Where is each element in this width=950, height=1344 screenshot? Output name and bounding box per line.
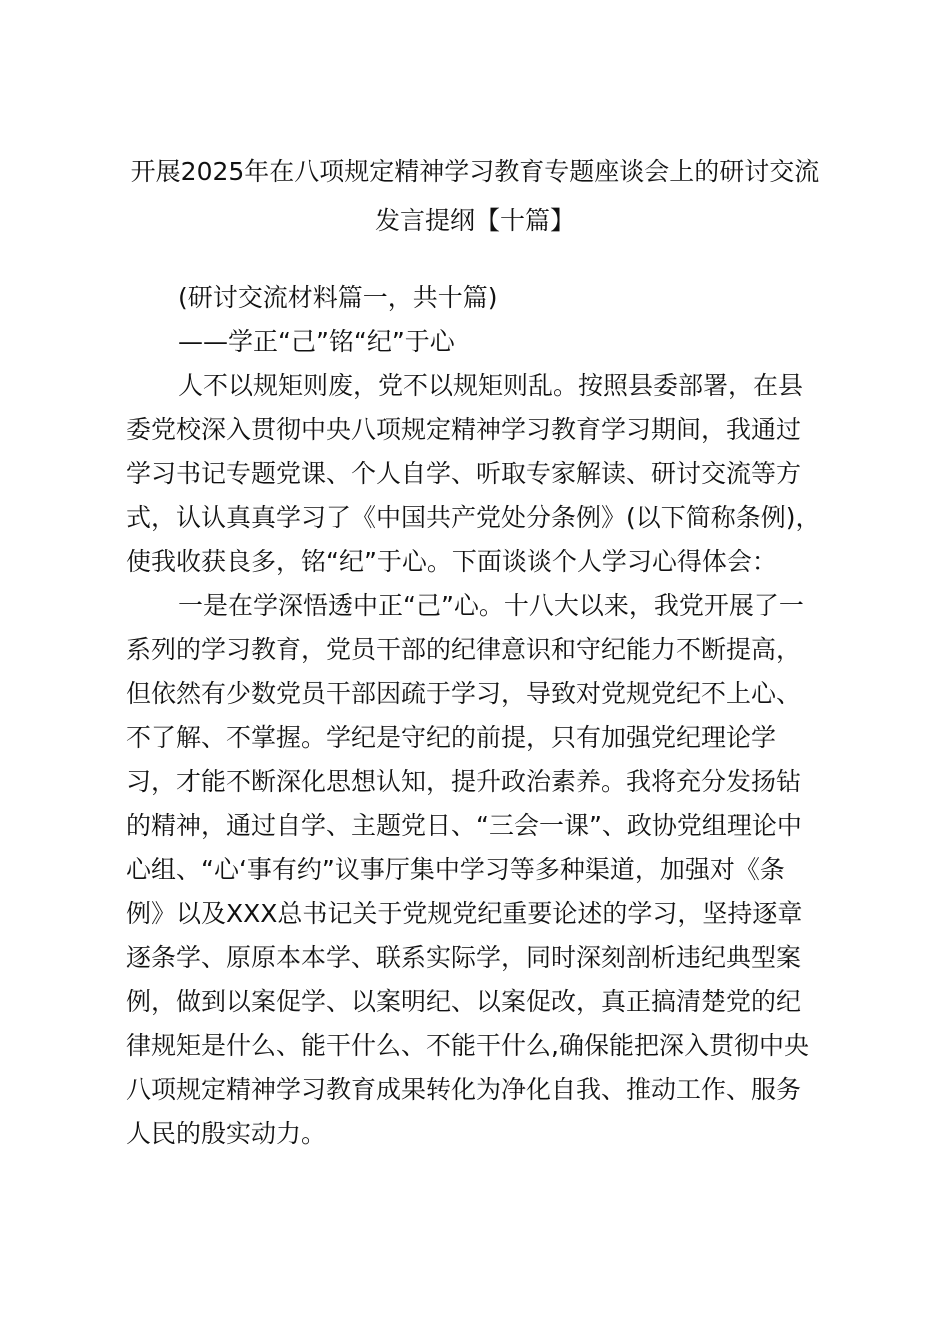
section-heading: ——学正“己”铭“纪”于心 xyxy=(178,327,455,356)
paragraph-line: 的精神，通过自学、主题党日、“三会一课”、政协党组理论中 xyxy=(126,811,802,840)
paragraph-line: 人不以规矩则废，党不以规矩则乱。按照县委部署，在县 xyxy=(178,371,804,400)
paragraph-line: 律规矩是什么、能干什么、不能干什么,确保能把深入贯彻中央 xyxy=(126,1031,809,1060)
paragraph-line: 但依然有少数党员干部因疏于学习，导致对党规党纪不上心、 xyxy=(126,679,802,708)
paragraph-line: 式，认认真真学习了《中国共产党处分条例》(以下简称条例)， xyxy=(126,503,821,532)
paragraph-line: 系列的学习教育，党员干部的纪律意识和守纪能力不断提高， xyxy=(126,635,802,664)
paragraph-line: 例，做到以案促学、以案明纪、以案促改，真正搞清楚党的纪 xyxy=(126,987,802,1016)
paragraph-line: 人民的殷实动力。 xyxy=(126,1119,327,1148)
paragraph-line: 例》以及XXX总书记关于党规党纪重要论述的学习，坚持逐章 xyxy=(126,899,803,928)
document-subtitle: (研讨交流材料篇一，共十篇) xyxy=(178,283,498,312)
paragraph-line: 委党校深入贯彻中央八项规定精神学习教育学习期间，我通过 xyxy=(126,415,802,444)
paragraph-line: 心组、“心‘事有约”议事厅集中学习等多种渠道，加强对《条 xyxy=(126,855,785,884)
paragraph-line: 逐条学、原原本本学、联系实际学，同时深刻剖析违纪典型案 xyxy=(126,943,802,972)
paragraph-line: 不了解、不掌握。学纪是守纪的前提，只有加强党纪理论学 xyxy=(126,723,777,752)
paragraph-line: 八项规定精神学习教育成果转化为净化自我、推动工作、服务 xyxy=(126,1075,802,1104)
paragraph-line: 学习书记专题党课、个人自学、听取专家解读、研讨交流等方 xyxy=(126,459,802,488)
paragraph-line: 习，才能不断深化思想认知，提升政治素养。我将充分发扬钻 xyxy=(126,767,802,796)
document-title-line-2: 发言提纲【十篇】 xyxy=(374,206,575,235)
paragraph-line: 一是在学深悟透中正“己”心。十八大以来，我党开展了一 xyxy=(178,591,804,620)
document-title-line-1: 开展2025年在八项规定精神学习教育专题座谈会上的研讨交流 xyxy=(130,157,820,186)
paragraph-line: 使我收获良多，铭“纪”于心。下面谈谈个人学习心得体会： xyxy=(126,547,777,576)
